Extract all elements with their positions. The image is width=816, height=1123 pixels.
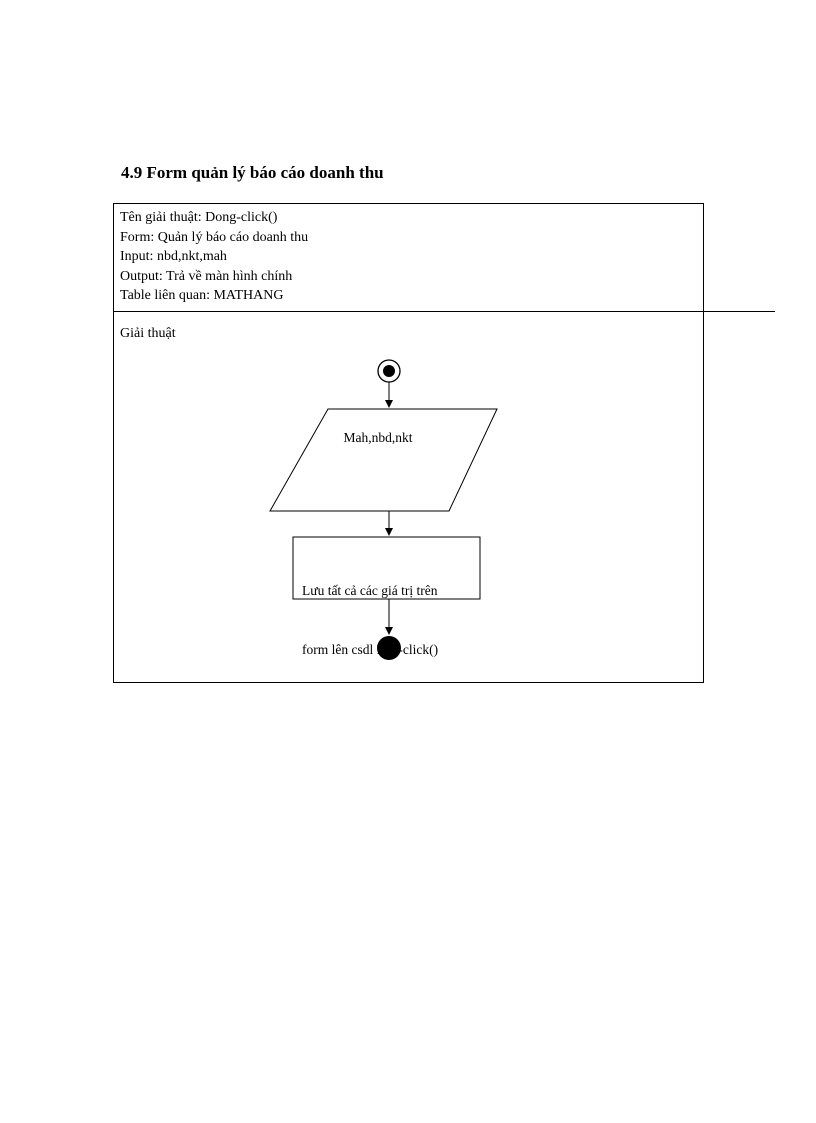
input-line: Input: nbd,nkt,mah xyxy=(120,249,227,264)
related-table-line: Table liên quan: MATHANG xyxy=(120,288,284,303)
input-parallelogram xyxy=(270,409,497,511)
process-text-line-1: Lưu tất cả các giá trị trên xyxy=(302,583,438,598)
algorithm-name-line: Tên giải thuật: Dong-click() xyxy=(120,210,278,225)
section-heading: 4.9 Form quản lý báo cáo doanh thu xyxy=(121,163,384,182)
form-line: Form: Quản lý báo cáo doanh thu xyxy=(120,229,309,245)
input-data-label: Mah,nbd,nkt xyxy=(343,430,413,445)
output-line: Output: Trả về màn hình chính xyxy=(120,268,293,284)
start-node xyxy=(378,360,400,382)
process-text-line-2: form lên csdl Luu-click() xyxy=(302,641,439,657)
process-text xyxy=(302,542,482,679)
algorithm-section-label: Giải thuật xyxy=(120,326,176,341)
